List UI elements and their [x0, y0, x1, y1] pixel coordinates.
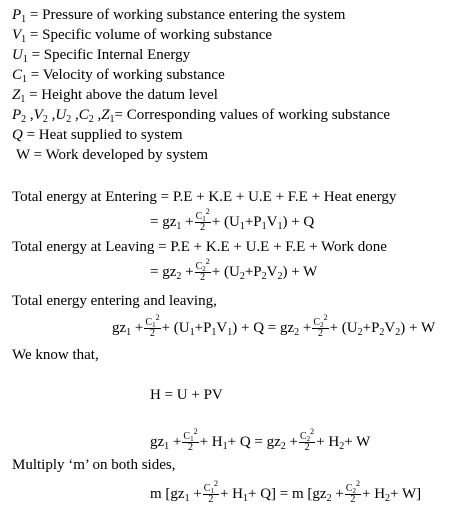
def-work: W = Work developed by system [16, 147, 209, 163]
leaving-heading: Total energy at Leaving = P.E + K.E + U.E + F.E + Work done [12, 239, 387, 255]
def-pressure: $P_1$ = Pressure of working substance entering the system [12, 7, 346, 25]
multiply-heading: Multiply ‘m’ on both sides, [12, 457, 176, 473]
def-internal-energy: $U_1$ = Specific Internal Energy [12, 47, 191, 65]
energy-balance-equation: $gz_1$ + $\frac{C_1^2}{2}$ + $(U_1+P_1V_1) + Q = gz_2$ + $\frac{C_2^2}{2}$ + $(U_2+P_2V_2) + W$ [112, 313, 436, 339]
enthalpy-equation: H = U + PV [150, 387, 223, 403]
enthalpy-balance-equation: $gz_1$ + $\frac{C_1^2}{2}$ + $H_1+ Q = gz_2$ + $\frac{C_2^2}{2}$ + $H_2+ W$ [150, 427, 371, 453]
def-velocity: $C_1$ = Velocity of working substance [12, 67, 225, 85]
def-height: $Z_1$ = Height above the datum level [12, 87, 218, 105]
def-volume: $V_1$ = Specific volume of working substance [12, 27, 273, 45]
we-know-text: We know that, [12, 347, 99, 363]
mass-balance-equation: m [$gz_1$ + $\frac{C_1^2}{2}$ + $H_1+ Q] = m$ [$gz_2$ + $\frac{C_2^2}{2}$ + $H_2+ W$] [150, 479, 422, 505]
entering-leaving-heading: Total energy entering and leaving, [12, 293, 217, 309]
def-heat: Q = Heat supplied to system [12, 127, 183, 143]
entering-heading: Total energy at Entering = P.E + K.E + U.E + F.E + Heat energy [12, 189, 397, 205]
entering-equation: = $gz_1$ + $\frac{C_1^2}{2}$ + $(U_1+P_1V_1) + Q$ [150, 207, 315, 233]
leaving-equation: = $gz_2$ + $\frac{C_2^2}{2}$ + $(U_2+P_2V_2) + W$ [150, 257, 318, 283]
def-corresponding: $P_2$ $,V_2$ $,U_2$ $,C_2$ $,Z_1=$ Corresponding values of working substance [12, 107, 391, 125]
